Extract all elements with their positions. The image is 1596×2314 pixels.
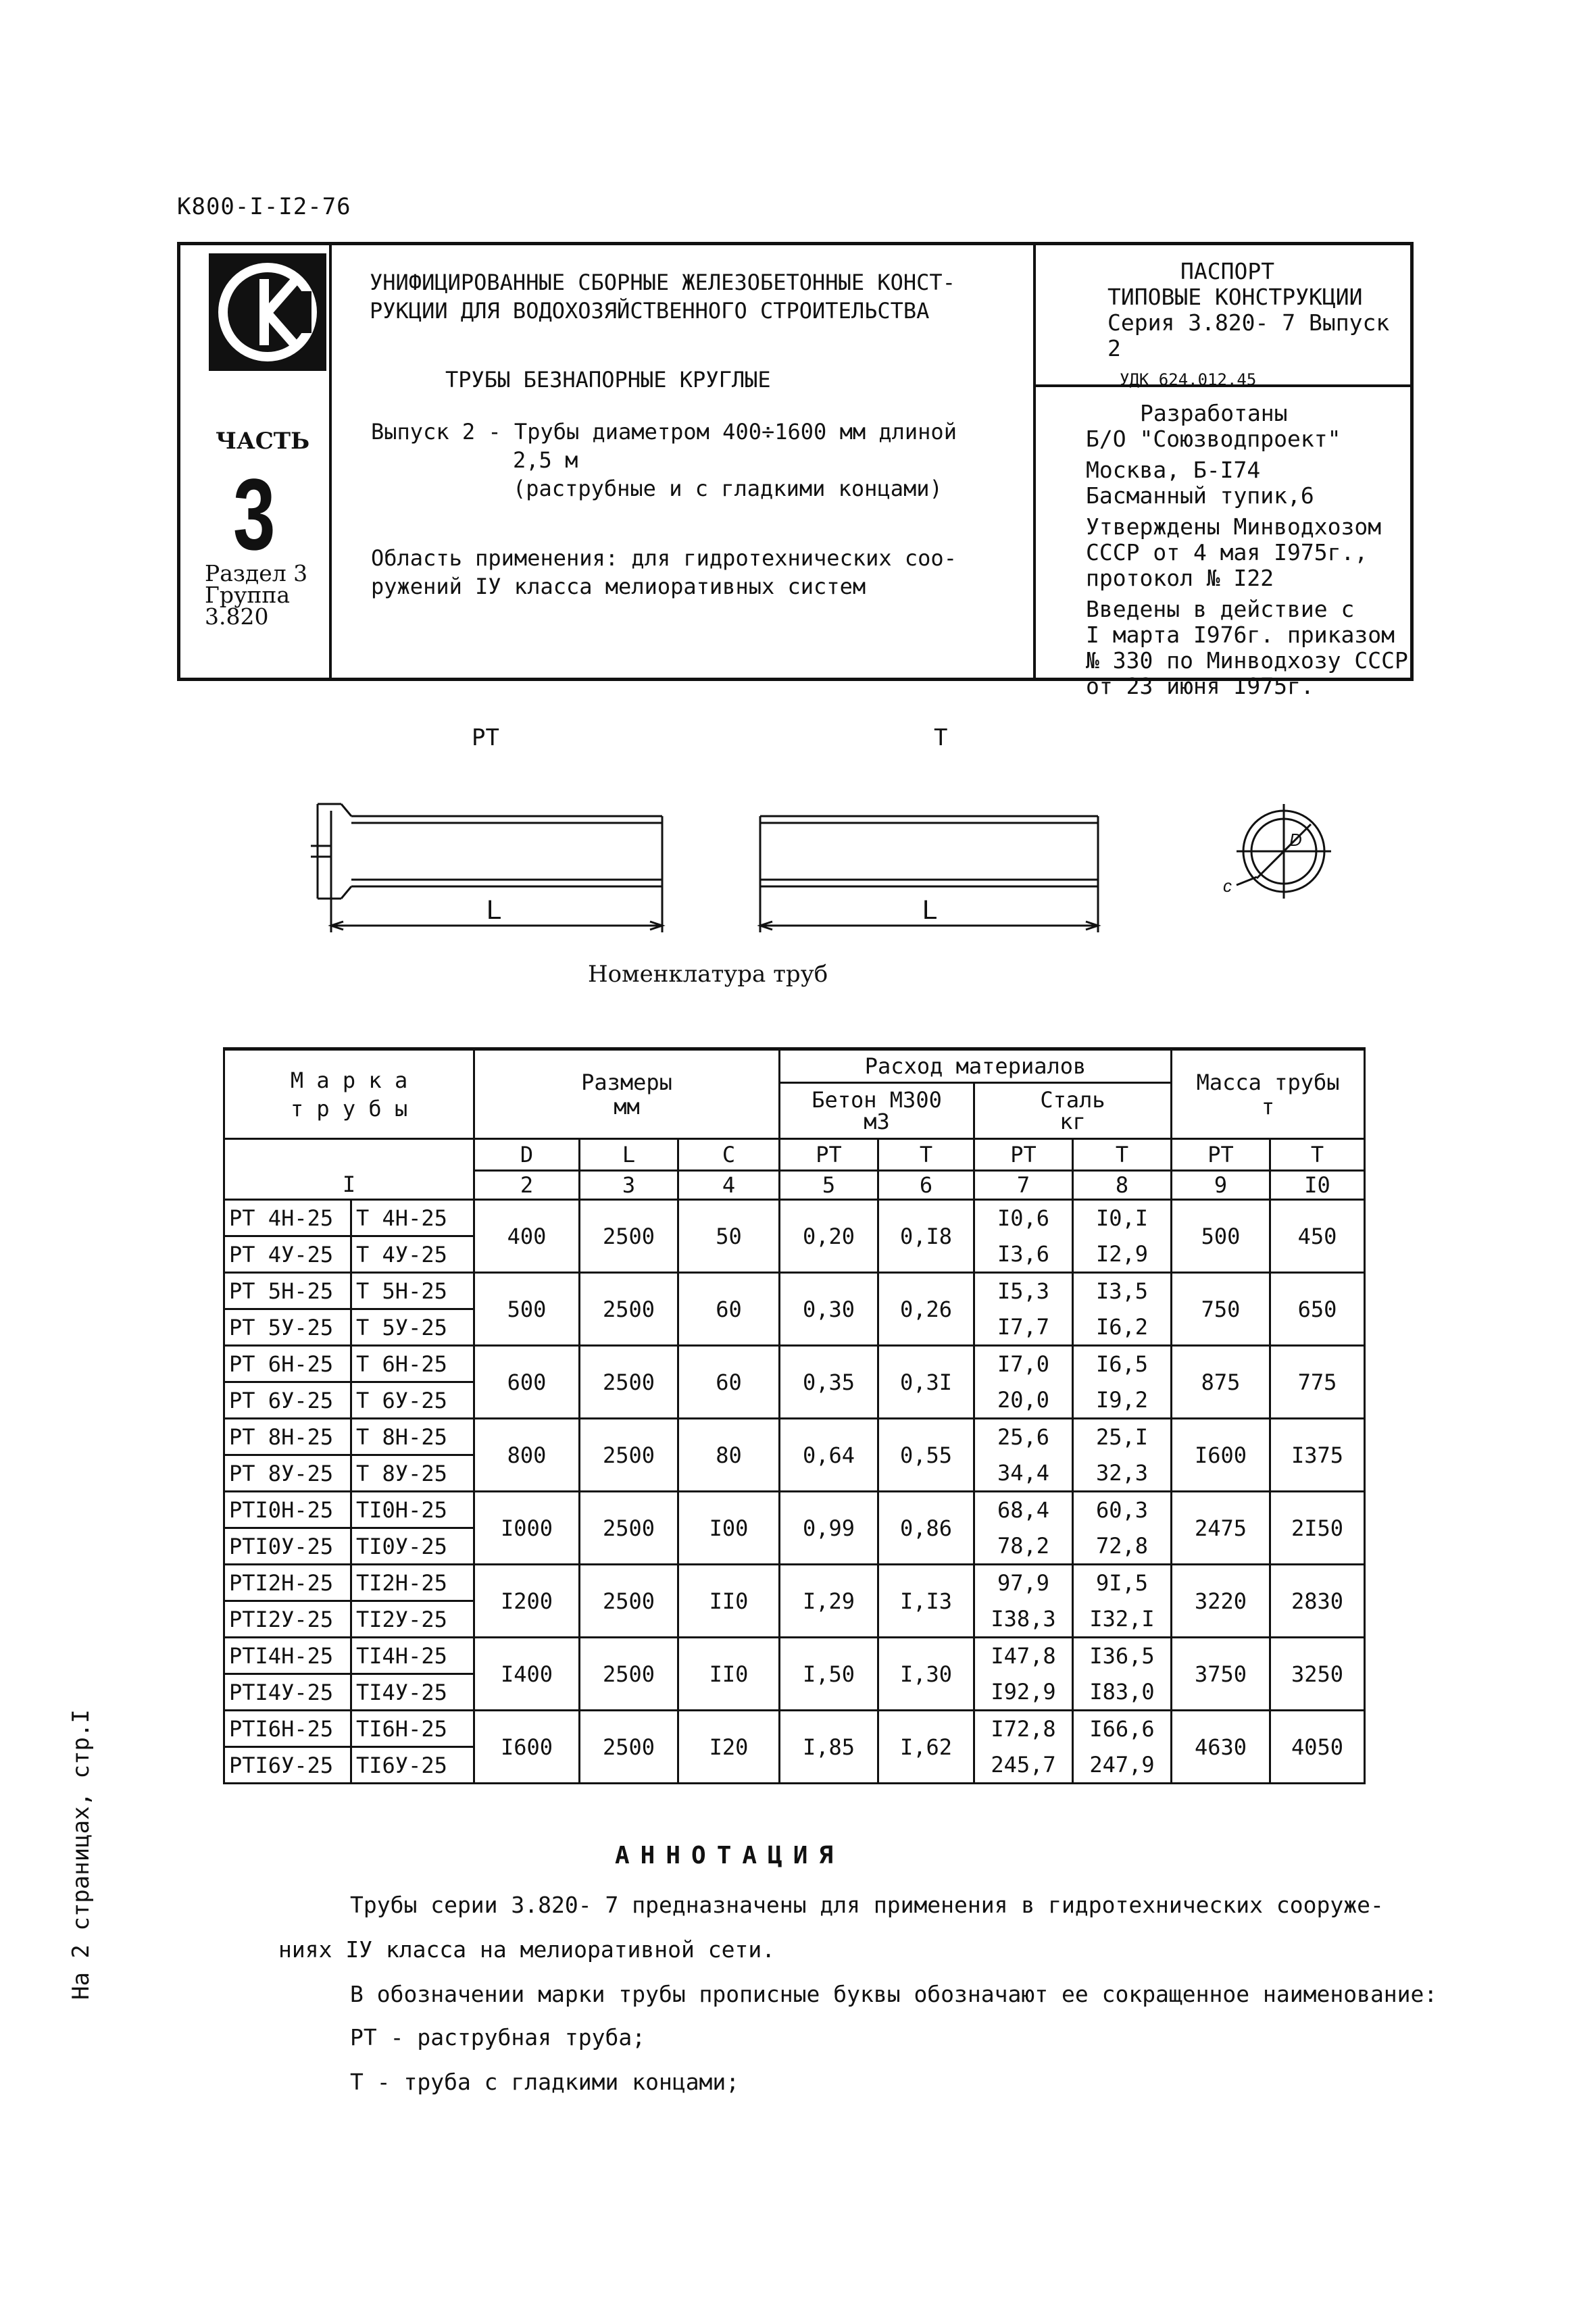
mass-rt: 2475 (1172, 1492, 1270, 1565)
section-label: Раздел 3 (205, 560, 308, 586)
steel-t: I6,2 (1073, 1309, 1172, 1346)
effective-line-2: I марта I976г. приказом (1086, 622, 1395, 648)
developer-block (1086, 401, 1408, 699)
issue-block (371, 418, 957, 503)
steel-rt: 97,9 (974, 1565, 1073, 1601)
annotation-paragraph-4: РТ - раструбная труба; (350, 2024, 646, 2051)
section-group-block (205, 560, 308, 630)
header-mark: М а р к а т р у б ы (224, 1049, 474, 1139)
table-title: Номенклатура труб (588, 961, 828, 988)
document-code: К800-I-I2-76 (177, 193, 351, 220)
t-dimension-l: L (922, 895, 938, 925)
size-d: 800 (474, 1419, 580, 1492)
col-number: 2 (474, 1171, 580, 1200)
size-c: I00 (678, 1492, 780, 1565)
size-c: 60 (678, 1273, 780, 1346)
col-number: I (224, 1171, 474, 1200)
steel-t: I2,9 (1073, 1236, 1172, 1273)
mark-t: Т 5Н-25 (351, 1273, 474, 1309)
title-line-1: УНИФИЦИРОВАННЫЕ СБОРНЫЕ ЖЕЛЕЗОБЕТОННЫЕ КОНСТ- (370, 270, 955, 295)
mass-t: I375 (1270, 1419, 1365, 1492)
mark-rt: РТ 6У-25 (224, 1382, 351, 1419)
header-steel: Сталь кг (974, 1083, 1172, 1139)
concrete-t: 0,3I (878, 1346, 974, 1419)
concrete-t: I,I3 (878, 1565, 974, 1638)
section-dimension-c: c (1223, 876, 1232, 896)
steel-t: I3,5 (1073, 1273, 1172, 1309)
steel-rt: 68,4 (974, 1492, 1073, 1528)
steel-rt: I47,8 (974, 1638, 1073, 1674)
header-mass: Масса трубы т (1172, 1049, 1365, 1139)
steel-t: 72,8 (1073, 1528, 1172, 1565)
mark-rt: РТ 8У-25 (224, 1455, 351, 1492)
header-mark-spacer (224, 1139, 474, 1171)
developer-line-2: Б/О "Союзводпроект" (1086, 426, 1341, 452)
steel-rt: 245,7 (974, 1747, 1073, 1784)
size-d: I600 (474, 1711, 580, 1784)
annotation-paragraph-5: Т - труба с гладкими концами; (350, 2069, 740, 2095)
mark-rt: РТI6У-25 (224, 1747, 351, 1784)
passport-title: ПАСПОРТ (1180, 258, 1275, 284)
mark-t: Т 8У-25 (351, 1455, 474, 1492)
mark-rt: РТ 5Н-25 (224, 1273, 351, 1309)
concrete-rt: 0,20 (780, 1200, 878, 1273)
mark-t: Т 8Н-25 (351, 1419, 474, 1455)
table-row (224, 1492, 1365, 1528)
col-steel-t: Т (1073, 1139, 1172, 1171)
passport-series: Серия 3.820- 7 Выпуск 2 (1107, 309, 1390, 361)
mark-rt: РТ 8Н-25 (224, 1419, 351, 1455)
col-number: 4 (678, 1171, 780, 1200)
steel-t: 247,9 (1073, 1747, 1172, 1784)
section-dimension-d: D (1289, 830, 1302, 850)
col-l: L (580, 1139, 678, 1171)
annotation-title: АННОТАЦИЯ (615, 1842, 845, 1869)
col-number: 7 (974, 1171, 1073, 1200)
steel-rt: I7,0 (974, 1346, 1073, 1382)
concrete-t: 0,I8 (878, 1200, 974, 1273)
table-row (224, 1638, 1365, 1674)
effective-line-3: № 330 по Минводхозу СССР (1086, 647, 1408, 674)
table-row (224, 1419, 1365, 1455)
col-number: 9 (1172, 1171, 1270, 1200)
drawing-label-t: Т (934, 724, 948, 751)
size-l: 2500 (580, 1346, 678, 1419)
mark-rt: РТI4У-25 (224, 1674, 351, 1711)
col-number: I0 (1270, 1171, 1365, 1200)
col-number: 6 (878, 1171, 974, 1200)
col-concrete-rt: РТ (780, 1139, 878, 1171)
steel-rt: I7,7 (974, 1309, 1073, 1346)
concrete-rt: 0,30 (780, 1273, 878, 1346)
size-c: 60 (678, 1346, 780, 1419)
col-mass-rt: РТ (1172, 1139, 1270, 1171)
effective-line-4: от 23 июня I975г. (1086, 673, 1314, 699)
mark-rt: РТ 5У-25 (224, 1309, 351, 1346)
table-row (224, 1711, 1365, 1747)
concrete-rt: 0,64 (780, 1419, 878, 1492)
concrete-rt: I,50 (780, 1638, 878, 1711)
steel-rt: I3,6 (974, 1236, 1073, 1273)
mark-t: ТI4Н-25 (351, 1638, 474, 1674)
steel-rt: I92,9 (974, 1674, 1073, 1711)
steel-rt: 34,4 (974, 1455, 1073, 1492)
size-c: II0 (678, 1638, 780, 1711)
rt-dimension-l: L (487, 895, 502, 925)
mark-rt: РТI6Н-25 (224, 1711, 351, 1747)
size-l: 2500 (580, 1419, 678, 1492)
steel-t: I66,6 (1073, 1711, 1172, 1747)
mark-t: ТI6Н-25 (351, 1711, 474, 1747)
subtitle: ТРУБЫ БЕЗНАПОРНЫЕ КРУГЛЫЕ (445, 367, 771, 393)
approved-line-2: СССР от 4 мая I975г., (1086, 539, 1368, 565)
size-l: 2500 (580, 1711, 678, 1784)
concrete-rt: I,29 (780, 1565, 878, 1638)
col-d: D (474, 1139, 580, 1171)
udk-code: УДК 624.012.45 (1120, 370, 1257, 389)
mark-rt: РТI0Н-25 (224, 1492, 351, 1528)
mark-rt: РТ 6Н-25 (224, 1346, 351, 1382)
mass-t: 2I50 (1270, 1492, 1365, 1565)
header-materials: Расход материалов (780, 1049, 1172, 1083)
part-number: 3 (233, 457, 276, 571)
scope-line-2: ружений IУ класса мелиоративных систем (371, 574, 866, 599)
size-l: 2500 (580, 1492, 678, 1565)
concrete-rt: 0,35 (780, 1346, 878, 1419)
pipe-section-drawing (1237, 804, 1331, 899)
steel-t: 60,3 (1073, 1492, 1172, 1528)
mass-rt: 500 (1172, 1200, 1270, 1273)
size-d: I200 (474, 1565, 580, 1638)
size-d: 600 (474, 1346, 580, 1419)
concrete-t: I,30 (878, 1638, 974, 1711)
size-c: 50 (678, 1200, 780, 1273)
header-concrete: Бетон М300 м3 (780, 1083, 974, 1139)
mark-rt: РТ 4Н-25 (224, 1200, 351, 1236)
col-number: 3 (580, 1171, 678, 1200)
mark-t: ТI0Н-25 (351, 1492, 474, 1528)
issue-line-2: 2,5 м (513, 447, 578, 473)
passport-block (1066, 259, 1410, 393)
group-code: 3.820 (205, 603, 269, 630)
annotation-paragraph-3: В обозначении марки трубы прописные буквы обозначают ее сокращенное наименование: (350, 1981, 1438, 2007)
mass-t: 4050 (1270, 1711, 1365, 1784)
logo (209, 253, 326, 371)
size-d: 400 (474, 1200, 580, 1273)
mass-rt: 4630 (1172, 1711, 1270, 1784)
scope-line-1: Область применения: для гидротехнических соо- (371, 545, 957, 571)
steel-t: I6,5 (1073, 1346, 1172, 1382)
mark-rt: РТI4Н-25 (224, 1638, 351, 1674)
pipe-drawings (311, 790, 1405, 946)
mass-t: 3250 (1270, 1638, 1365, 1711)
passport-type: ТИПОВЫЕ КОНСТРУКЦИИ (1107, 284, 1363, 310)
mass-rt: I600 (1172, 1419, 1270, 1492)
size-d: I000 (474, 1492, 580, 1565)
steel-t: 25,I (1073, 1419, 1172, 1455)
mark-t: ТI2Н-25 (351, 1565, 474, 1601)
logo-mark (209, 253, 326, 371)
table-row (224, 1346, 1365, 1382)
steel-rt: 25,6 (974, 1419, 1073, 1455)
steel-rt: 20,0 (974, 1382, 1073, 1419)
size-c: I20 (678, 1711, 780, 1784)
mark-rt: РТI0У-25 (224, 1528, 351, 1565)
page-count-note: На 2 страницах, стр.I (68, 1709, 95, 2000)
size-l: 2500 (580, 1565, 678, 1638)
annotation-paragraph-2: ниях IУ класса на мелиоративной сети. (278, 1936, 776, 1963)
part-label: ЧАСТЬ (216, 428, 310, 455)
drawing-label-rt: РТ (472, 724, 499, 751)
mass-rt: 3220 (1172, 1565, 1270, 1638)
steel-t: 9I,5 (1073, 1565, 1172, 1601)
concrete-t: 0,86 (878, 1492, 974, 1565)
steel-t: I9,2 (1073, 1382, 1172, 1419)
mark-t: Т 5У-25 (351, 1309, 474, 1346)
issue-line-1: Выпуск 2 - Трубы диаметром 400÷1600 мм длиной (371, 419, 957, 445)
concrete-t: I,62 (878, 1711, 974, 1784)
mark-t: ТI4У-25 (351, 1674, 474, 1711)
issue-line-3: (раструбные и с гладкими концами) (513, 476, 943, 501)
mass-rt: 875 (1172, 1346, 1270, 1419)
size-l: 2500 (580, 1273, 678, 1346)
mark-t: Т 4Н-25 (351, 1200, 474, 1236)
effective-line-1: Введены в действие с (1086, 596, 1355, 622)
header-sizes: Размеры мм (474, 1049, 780, 1139)
mark-t: Т 4У-25 (351, 1236, 474, 1273)
concrete-rt: 0,99 (780, 1492, 878, 1565)
mass-rt: 3750 (1172, 1638, 1270, 1711)
size-l: 2500 (580, 1200, 678, 1273)
approved-line-1: Утверждены Минводхозом (1086, 513, 1382, 540)
size-d: I400 (474, 1638, 580, 1711)
developer-line-3: Москва, Б-I74 (1086, 457, 1261, 483)
approved-line-3: протокол № I22 (1086, 565, 1274, 591)
col-mass-t: Т (1270, 1139, 1365, 1171)
nomenclature-table (223, 1047, 1366, 1784)
steel-rt: I5,3 (974, 1273, 1073, 1309)
concrete-t: 0,26 (878, 1273, 974, 1346)
title-block (370, 268, 955, 325)
steel-t: I83,0 (1073, 1674, 1172, 1711)
mark-t: ТI2У-25 (351, 1601, 474, 1638)
mass-rt: 750 (1172, 1273, 1270, 1346)
steel-t: 32,3 (1073, 1455, 1172, 1492)
header-block (177, 242, 1414, 699)
col-concrete-t: Т (878, 1139, 974, 1171)
steel-t: I32,I (1073, 1601, 1172, 1638)
size-c: 80 (678, 1419, 780, 1492)
table-row (224, 1200, 1365, 1236)
steel-rt: I38,3 (974, 1601, 1073, 1638)
mark-rt: РТI2У-25 (224, 1601, 351, 1638)
annotation-paragraph-1: Трубы серии 3.820- 7 предназначены для применения в гидротехнических сооруже- (350, 1892, 1384, 1918)
size-d: 500 (474, 1273, 580, 1346)
mark-t: Т 6Н-25 (351, 1346, 474, 1382)
size-c: II0 (678, 1565, 780, 1638)
col-number: 5 (780, 1171, 878, 1200)
developer-line-4: Басманный тупик,6 (1086, 482, 1314, 509)
steel-rt: I0,6 (974, 1200, 1073, 1236)
scope-block (371, 544, 957, 601)
steel-t: I0,I (1073, 1200, 1172, 1236)
developer-line-1: Разработаны (1140, 400, 1288, 426)
title-line-2: РУКЦИИ ДЛЯ ВОДОХОЗЯЙСТВЕННОГО СТРОИТЕЛЬСТВА (370, 298, 930, 324)
mark-rt: РТ 4У-25 (224, 1236, 351, 1273)
mass-t: 775 (1270, 1346, 1365, 1419)
group-label: Группа (205, 582, 291, 608)
table-row (224, 1273, 1365, 1309)
mass-t: 650 (1270, 1273, 1365, 1346)
mark-rt: РТI2Н-25 (224, 1565, 351, 1601)
col-number: 8 (1073, 1171, 1172, 1200)
mark-t: ТI6У-25 (351, 1747, 474, 1784)
concrete-rt: I,85 (780, 1711, 878, 1784)
steel-t: I36,5 (1073, 1638, 1172, 1674)
steel-rt: 78,2 (974, 1528, 1073, 1565)
table-row (224, 1565, 1365, 1601)
table-body (224, 1200, 1365, 1784)
mass-t: 2830 (1270, 1565, 1365, 1638)
size-l: 2500 (580, 1638, 678, 1711)
concrete-t: 0,55 (878, 1419, 974, 1492)
mass-t: 450 (1270, 1200, 1365, 1273)
mark-t: Т 6У-25 (351, 1382, 474, 1419)
col-c: C (678, 1139, 780, 1171)
mark-t: ТI0У-25 (351, 1528, 474, 1565)
steel-rt: I72,8 (974, 1711, 1073, 1747)
col-steel-rt: РТ (974, 1139, 1073, 1171)
